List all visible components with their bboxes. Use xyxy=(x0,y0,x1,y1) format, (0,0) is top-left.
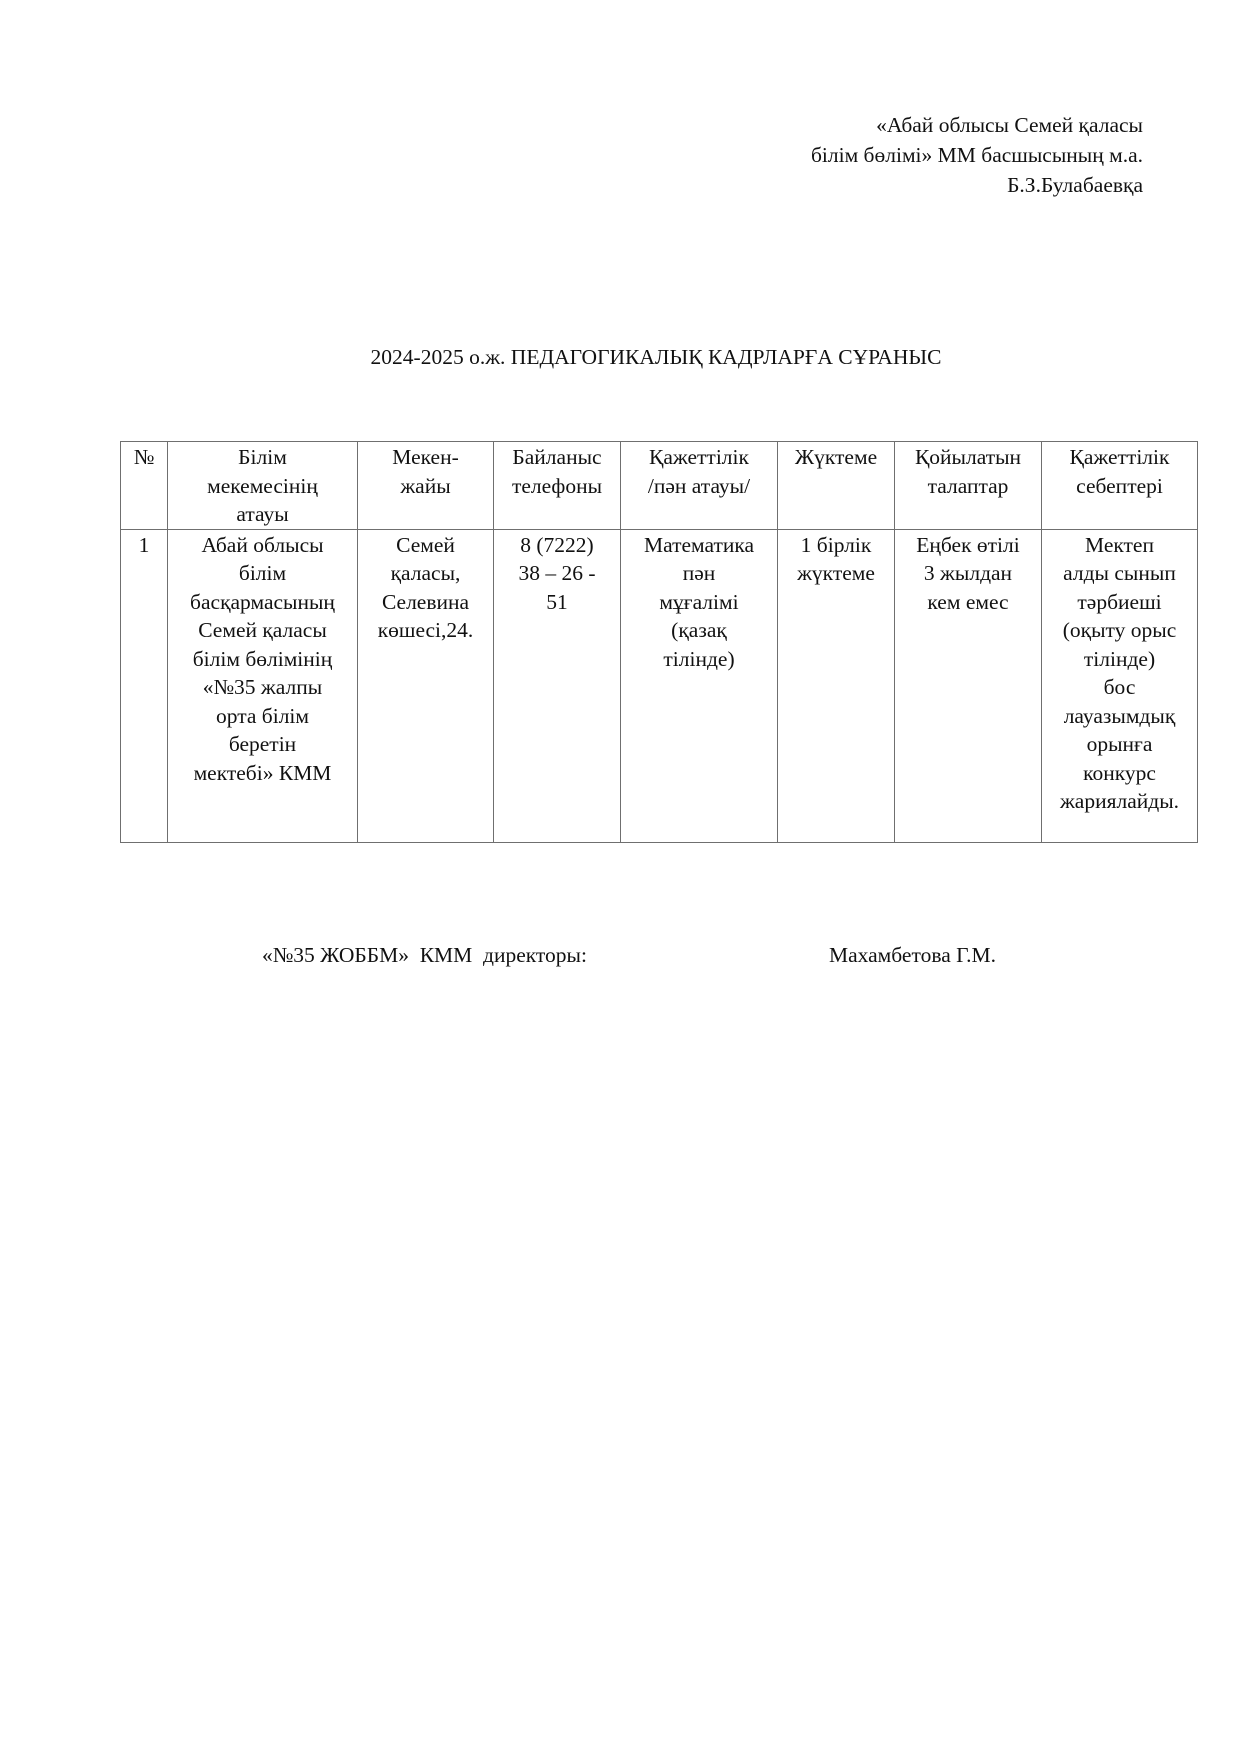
header-institution-name: Білім мекемесінің атауы xyxy=(168,442,358,530)
cell-subject: Математика пән мұғалімі (қазақ тілінде) xyxy=(621,529,778,842)
cell-address: Семей қаласы, Селевина көшесі,24. xyxy=(358,529,494,842)
cell-number: 1 xyxy=(121,529,168,842)
cell-phone: 8 (7222) 38 – 26 - 51 xyxy=(494,529,621,842)
header-address: Мекен- жайы xyxy=(358,442,494,530)
header-number: № xyxy=(121,442,168,530)
addressee-line: білім бөлімі» ММ басшысының м.а. xyxy=(810,143,1143,167)
request-table xyxy=(120,441,1198,843)
addressee-line: «Абай облысы Семей қаласы xyxy=(876,113,1143,137)
header-reasons: Қажеттілік себептері xyxy=(1042,442,1198,530)
signature-name: Махамбетова Г.М. xyxy=(829,943,996,967)
table-row xyxy=(121,529,1198,842)
cell-requirements: Еңбек өтілі 3 жылдан кем емес xyxy=(895,529,1042,842)
cell-institution-name: Абай облысы білім басқармасының Семей қаласы білім бөлімінің «№35 жалпы орта білім беретін мектебі» КММ xyxy=(168,529,358,842)
document-title: 2024-2025 о.ж. ПЕДАГОГИКАЛЫҚ КАДРЛАРҒА СҰРАНЫС xyxy=(370,345,942,369)
addressee-block xyxy=(811,110,1143,200)
cell-reasons: Мектеп алды сынып тәрбиеші (оқыту орыс тілінде) бос лауазымдық орынға конкурс жариялайды. xyxy=(1042,529,1198,842)
header-workload: Жүктеме xyxy=(778,442,895,530)
signature-role: «№35 ЖОББМ» КММ директоры: xyxy=(262,943,587,967)
addressee-line: Б.З.Булабаевқа xyxy=(1007,173,1143,197)
header-subject: Қажеттілік /пән атауы/ xyxy=(621,442,778,530)
header-requirements: Қойылатын талаптар xyxy=(895,442,1042,530)
table-header-row xyxy=(121,442,1198,530)
cell-workload: 1 бірлік жүктеме xyxy=(778,529,895,842)
header-phone: Байланыс телефоны xyxy=(494,442,621,530)
